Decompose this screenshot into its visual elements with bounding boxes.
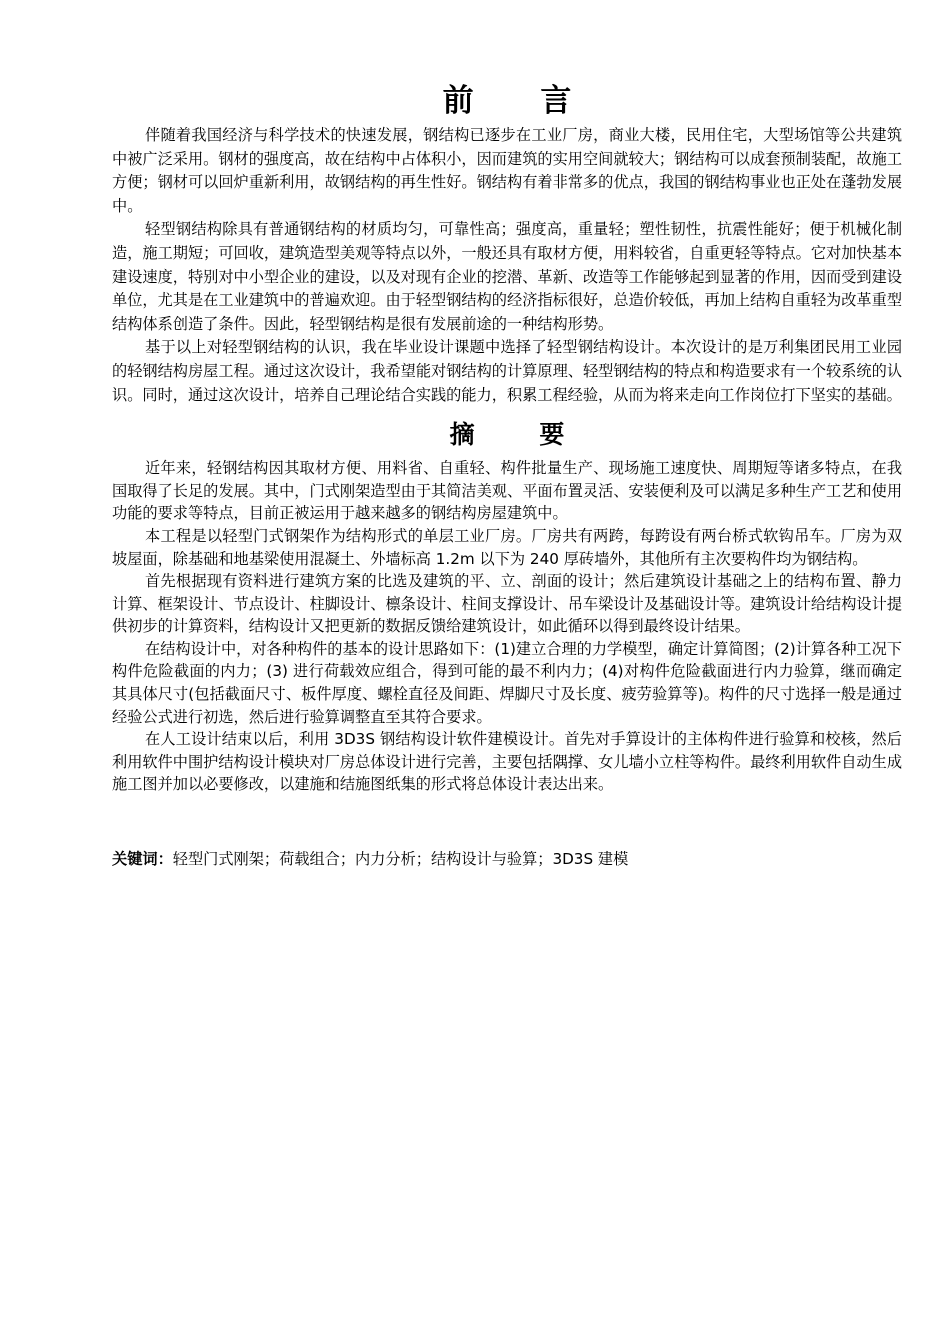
abstract-paragraph: 首先根据现有资料进行建筑方案的比选及建筑的平、立、剖面的设计；然后建筑设计基础之上的结构布置、静力计算、框架设计、节点设计、柱脚设计、檩条设计、柱间支撑设计、吊车梁设计及基础设计等。建筑设计给结构设计提供初步的计算资料，结构设计又把更新的数据反馈给建筑设计，如此循环以得到最终设计结果。 bbox=[112, 572, 902, 636]
keywords-label: 关键词： bbox=[112, 850, 173, 869]
abstract-paragraph: 近年来，轻钢结构因其取材方便、用料省、自重轻、构件批量生产、现场施工速度快、周期短等诸多特点，在我国取得了长足的发展。其中，门式刚架造型由于其简洁美观、平面布置灵活、安装便利及可以满足多种生产工艺和使用功能的要求等特点，目前正被运用于越来越多的钢结构房屋建筑中。 bbox=[112, 459, 902, 523]
abstract-paragraph: 在人工设计结束以后，利用 3D3S 钢结构设计软件建模设计。首先对手算设计的主体构件进行验算和校核，然后利用软件中围护结构设计模块对厂房总体设计进行完善，主要包括隅撑、女儿墙小立柱等构件。最终利用软件自动生成施工图并加以必要修改，以建施和结施图纸集的形式将总体设计表达出来。 bbox=[112, 730, 902, 794]
keywords-line bbox=[112, 848, 902, 871]
preface-paragraph: 轻型钢结构除具有普通钢结构的材质均匀，可靠性高；强度高，重量轻；塑性韧性，抗震性能好；便于机械化制造，施工期短；可回收，建筑造型美观等特点以外，一般还具有取材方便，用料较省，自重更轻等特点。它对加快基本建设速度，特别对中小型企业的建设，以及对现有企业的挖潜、革新、改造等工作能够起到显著的作用，因而受到建设单位，尤其是在工业建筑中的普遍欢迎。由于轻型钢结构的经济指标很好，总造价较低，再加上结构自重轻为改革重型结构体系创造了条件。因此，轻型钢结构是很有发展前途的一种结构形势。 bbox=[112, 220, 902, 333]
keywords-text: 轻型门式刚架；荷载组合；内力分析；结构设计与验算；3D3S 建模 bbox=[172, 850, 629, 869]
abstract-title: 摘 要 bbox=[449, 420, 593, 450]
preface-title: 前 言 bbox=[442, 83, 600, 119]
document-page bbox=[112, 78, 902, 871]
preface-paragraph: 基于以上对轻型钢结构的认识，我在毕业设计课题中选择了轻型钢结构设计。本次设计的是万利集团民用工业园的轻钢结构房屋工程。通过这次设计，我希望能对钢结构的计算原理、轻型钢结构的特点和构造要求有一个较系统的认识。同时，通过这次设计，培养自己理论结合实践的能力，积累工程经验，从而为将来走向工作岗位打下坚实的基础。 bbox=[112, 338, 902, 404]
abstract-paragraph: 在结构设计中，对各种构件的基本的设计思路如下：(1)建立合理的力学模型，确定计算简图；(2)计算各种工况下构件危险截面的内力；(3) 进行荷载效应组合，得到可能的最不利内力；(4)对构件危险截面进行内力验算，继而确定其具体尺寸(包括截面尺寸、板件厚度、螺栓直径及间距、焊脚尺寸及长度、疲劳验算等)。构件的尺寸选择一般是通过经验公式进行初选，然后进行验算调整直至其符合要求。 bbox=[112, 639, 902, 726]
abstract-paragraph: 本工程是以轻型门式钢架作为结构形式的单层工业厂房。厂房共有两跨，每跨设有两台桥式软钩吊车。厂房为双坡屋面，除基础和地基梁使用混凝土、外墙标高 1.2m 以下为 240 厚砖墙外，其他所有主次要构件均为钢结构。 bbox=[112, 526, 902, 568]
preface-paragraph: 伴随着我国经济与科学技术的快速发展，钢结构已逐步在工业厂房，商业大楼，民用住宅，大型场馆等公共建筑中被广泛采用。钢材的强度高，故在结构中占体积小，因而建筑的实用空间就较大；钢结构可以成套预制装配，故施工方便；钢材可以回炉重新利用，故钢结构的再生性好。钢结构有着非常多的优点，我国的钢结构事业也正处在蓬勃发展中。 bbox=[112, 126, 902, 215]
